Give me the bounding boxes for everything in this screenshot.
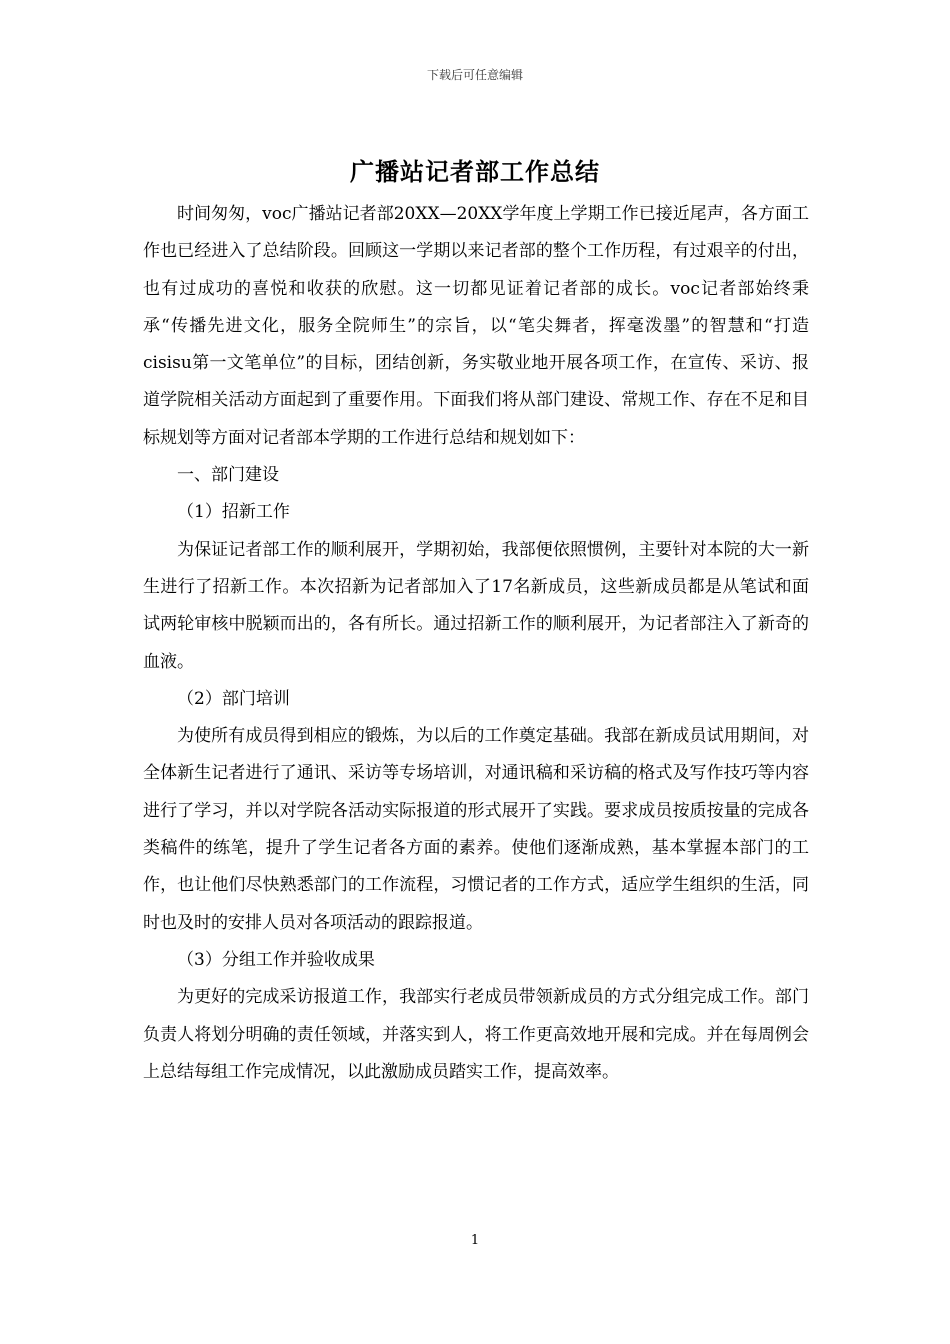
header-note: 下载后可任意编辑 [426,68,523,82]
document-body [143,196,809,1091]
subheading-group-work: （3）分组工作并验收成果 [177,949,375,970]
training-paragraph: 为使所有成员得到相应的锻炼，为以后的工作奠定基础。我部在新成员试用期间，对全体新生记者进行了通讯、采访等专场培训，对通讯稿和采访稿的格式及写作技巧等内容进行了学习，并以对学院各活动实际报道的形式展开了实践。要求成员按质按量的完成各类稿件的练笔，提升了学生记者各方面的素养。使他们逐渐成熟，基本掌握本部门的工作，也让他们尽快熟悉部门的工作流程，习惯记者的工作方式，适应学生组织的生活，同时也及时的安排人员对各项活动的跟踪报道。 [143,726,809,933]
intro-paragraph: 时间匆匆，voc广播站记者部20XX—20XX学年度上学期工作已接近尾声，各方面工作也已经进入了总结阶段。回顾这一学期以来记者部的整个工作历程，有过艰辛的付出，也有过成功的喜悦和收获的欣慰。这一切都见证着记者部的成长。voc记者部始终秉承“传播先进文化，服务全院师生”的宗旨，以“笔尖舞者，挥毫泼墨”的智慧和“打造cisisu第一文笔单位”的目标，团结创新，务实敬业地开展各项工作，在宣传、采访、报道学院相关活动方面起到了重要作用。下面我们将从部门建设、常规工作、存在不足和目标规划等方面对记者部本学期的工作进行总结和规划如下： [143,204,809,448]
subheading-training: （2）部门培训 [177,688,290,709]
section-heading-department-building: 一、部门建设 [177,465,279,486]
document-title: 广播站记者部工作总结 [350,157,600,186]
page-number: 1 [470,1233,480,1248]
group-work-paragraph: 为更好的完成采访报道工作，我部实行老成员带领新成员的方式分组完成工作。部门负责人将划分明确的责任领域，并落实到人，将工作更高效地开展和完成。并在每周例会上总结每组工作完成情况，以此激励成员踏实工作，提高效率。 [143,987,809,1082]
recruitment-paragraph: 为保证记者部工作的顺利展开，学期初始，我部便依照惯例，主要针对本院的大一新生进行了招新工作。本次招新为记者部加入了17名新成员，这些新成员都是从笔试和面试两轮审核中脱颖而出的，各有所长。通过招新工作的顺利展开，为记者部注入了新奇的血液。 [143,539,809,672]
subheading-recruitment: （1）招新工作 [177,502,290,523]
